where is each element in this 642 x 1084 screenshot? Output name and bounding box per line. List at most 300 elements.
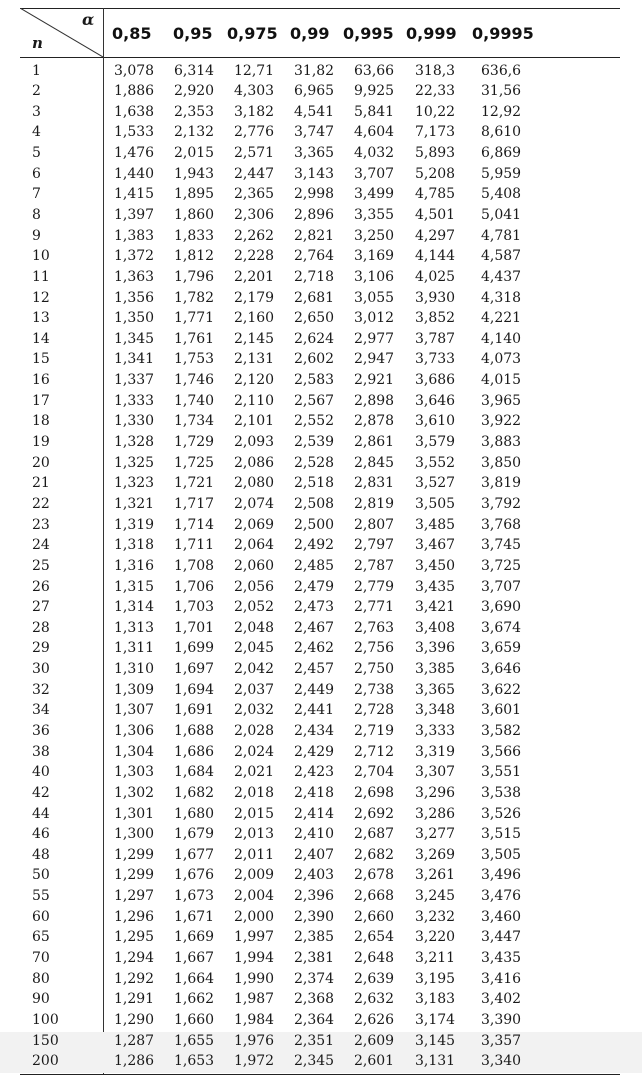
value-cell: 2,101 [234, 413, 275, 430]
table-row [0, 887, 642, 908]
value-cell: 3,725 [481, 557, 522, 574]
value-cell: 2,009 [234, 867, 275, 884]
value-cell: 1,943 [174, 165, 215, 182]
value-cell: 1,697 [174, 661, 215, 678]
value-cell: 1,363 [114, 268, 155, 285]
value-cell: 3,355 [354, 206, 395, 223]
value-cell: 2,160 [234, 310, 275, 327]
value-cell: 3,232 [415, 908, 456, 925]
value-cell: 2,418 [294, 784, 335, 801]
value-cell: 1,299 [114, 867, 155, 884]
row-n-cell: 38 [32, 743, 50, 760]
value-cell: 3,646 [481, 661, 522, 678]
value-cell: 3,078 [114, 62, 155, 79]
value-cell: 1,303 [114, 764, 155, 781]
value-cell: 2,414 [294, 805, 335, 822]
value-cell: 1,350 [114, 310, 155, 327]
table-row [0, 1011, 642, 1032]
value-cell: 3,485 [415, 516, 456, 533]
value-cell: 1,306 [114, 722, 155, 739]
value-cell: 2,064 [234, 537, 275, 554]
value-cell: 3,421 [415, 599, 456, 616]
value-cell: 3,416 [481, 970, 522, 987]
value-cell: 2,093 [234, 434, 275, 451]
value-cell: 1,677 [174, 846, 215, 863]
value-cell: 22,33 [415, 83, 456, 100]
value-cell: 3,131 [415, 1053, 456, 1070]
row-n-cell: 20 [32, 454, 50, 471]
table-row [0, 123, 642, 144]
value-cell: 2,797 [354, 537, 395, 554]
row-n-cell: 150 [32, 1032, 59, 1049]
value-cell: 1,286 [114, 1053, 155, 1070]
row-n-cell: 17 [32, 392, 50, 409]
value-cell: 2,024 [234, 743, 275, 760]
value-cell: 4,073 [481, 351, 522, 368]
value-cell: 5,893 [415, 145, 456, 162]
value-cell: 2,921 [354, 372, 395, 389]
value-cell: 2,681 [294, 289, 335, 306]
value-cell: 2,552 [294, 413, 335, 430]
row-n-cell: 9 [32, 227, 41, 244]
value-cell: 5,408 [481, 186, 522, 203]
value-cell: 1,295 [114, 929, 155, 946]
value-cell: 2,624 [294, 330, 335, 347]
value-cell: 2,687 [354, 826, 395, 843]
value-cell: 1,782 [174, 289, 215, 306]
row-n-cell: 2 [32, 83, 41, 100]
value-cell: 3,852 [415, 310, 456, 327]
value-cell: 3,182 [234, 103, 275, 120]
row-n-cell: 5 [32, 145, 41, 162]
value-cell: 2,738 [354, 681, 395, 698]
value-cell: 2,998 [294, 186, 335, 203]
value-cell: 2,179 [234, 289, 275, 306]
table-row [0, 433, 642, 454]
row-n-cell: 80 [32, 970, 50, 987]
value-cell: 1,676 [174, 867, 215, 884]
header-rule [20, 57, 620, 58]
value-cell: 4,297 [415, 227, 456, 244]
value-cell: 2,650 [294, 310, 335, 327]
value-cell: 2,013 [234, 826, 275, 843]
row-n-cell: 18 [32, 413, 50, 430]
value-cell: 3,106 [354, 268, 395, 285]
row-n-cell: 12 [32, 289, 50, 306]
value-cell: 2,609 [354, 1032, 395, 1049]
col-header: 0,999 [406, 24, 457, 43]
value-cell: 1,310 [114, 661, 155, 678]
table-row [0, 825, 642, 846]
value-cell: 1,812 [174, 248, 215, 265]
value-cell: 3,460 [481, 908, 522, 925]
value-cell: 1,997 [234, 929, 275, 946]
table-row [0, 371, 642, 392]
value-cell: 3,659 [481, 640, 522, 657]
row-n-cell: 8 [32, 206, 41, 223]
value-cell: 1,321 [114, 495, 155, 512]
value-cell: 2,712 [354, 743, 395, 760]
value-cell: 2,381 [294, 950, 335, 967]
value-cell: 1,746 [174, 372, 215, 389]
col-header: 0,85 [112, 24, 152, 43]
value-cell: 1,299 [114, 846, 155, 863]
value-cell: 3,348 [415, 702, 456, 719]
value-cell: 3,499 [354, 186, 395, 203]
value-cell: 2,045 [234, 640, 275, 657]
value-cell: 3,447 [481, 929, 522, 946]
table-row [0, 557, 642, 578]
value-cell: 1,706 [174, 578, 215, 595]
value-cell: 3,435 [415, 578, 456, 595]
value-cell: 2,668 [354, 888, 395, 905]
value-cell: 2,462 [294, 640, 335, 657]
value-cell: 1,319 [114, 516, 155, 533]
value-cell: 63,66 [354, 62, 395, 79]
table-row [0, 309, 642, 330]
value-cell: 1,694 [174, 681, 215, 698]
value-cell: 1,662 [174, 991, 215, 1008]
value-cell: 2,021 [234, 764, 275, 781]
row-n-cell: 7 [32, 186, 41, 203]
value-cell: 2,060 [234, 557, 275, 574]
value-cell: 1,987 [234, 991, 275, 1008]
value-cell: 2,601 [354, 1053, 395, 1070]
row-n-cell: 65 [32, 929, 50, 946]
value-cell: 1,356 [114, 289, 155, 306]
value-cell: 2,365 [234, 186, 275, 203]
table-row [0, 660, 642, 681]
value-cell: 1,708 [174, 557, 215, 574]
row-n-cell: 26 [32, 578, 50, 595]
value-cell: 4,015 [481, 372, 522, 389]
value-cell: 3,220 [415, 929, 456, 946]
value-cell: 3,707 [481, 578, 522, 595]
value-cell: 2,508 [294, 495, 335, 512]
value-cell: 2,602 [294, 351, 335, 368]
table-row [0, 1032, 642, 1053]
col-header: 0,975 [227, 24, 278, 43]
value-cell: 2,028 [234, 722, 275, 739]
value-cell: 2,368 [294, 991, 335, 1008]
value-cell: 1,699 [174, 640, 215, 657]
value-cell: 6,869 [481, 145, 522, 162]
value-cell: 3,930 [415, 289, 456, 306]
value-cell: 1,309 [114, 681, 155, 698]
value-cell: 1,653 [174, 1053, 215, 1070]
col-header: 0,95 [173, 24, 213, 43]
row-n-cell: 4 [32, 124, 41, 141]
value-cell: 3,965 [481, 392, 522, 409]
value-cell: 1,294 [114, 950, 155, 967]
value-cell: 2,660 [354, 908, 395, 925]
value-cell: 1,740 [174, 392, 215, 409]
bottom-rule [20, 1074, 620, 1075]
value-cell: 2,807 [354, 516, 395, 533]
value-cell: 1,341 [114, 351, 155, 368]
value-cell: 3,496 [481, 867, 522, 884]
table-row [0, 350, 642, 371]
value-cell: 2,771 [354, 599, 395, 616]
value-cell: 4,587 [481, 248, 522, 265]
value-cell: 3,296 [415, 784, 456, 801]
value-cell: 1,753 [174, 351, 215, 368]
value-cell: 2,434 [294, 722, 335, 739]
value-cell: 3,768 [481, 516, 522, 533]
table-row [0, 62, 642, 83]
value-cell: 2,351 [294, 1032, 335, 1049]
value-cell: 2,004 [234, 888, 275, 905]
table-row [0, 227, 642, 248]
value-cell: 1,440 [114, 165, 155, 182]
value-cell: 3,357 [481, 1032, 522, 1049]
value-cell: 4,785 [415, 186, 456, 203]
value-cell: 2,682 [354, 846, 395, 863]
table-row [0, 743, 642, 764]
value-cell: 1,833 [174, 227, 215, 244]
value-cell: 2,396 [294, 888, 335, 905]
value-cell: 2,479 [294, 578, 335, 595]
value-cell: 2,632 [354, 991, 395, 1008]
value-cell: 1,660 [174, 1011, 215, 1028]
value-cell: 3,269 [415, 846, 456, 863]
value-cell: 1,300 [114, 826, 155, 843]
row-n-cell: 15 [32, 351, 50, 368]
value-cell: 1,976 [234, 1032, 275, 1049]
value-cell: 2,110 [234, 392, 275, 409]
value-cell: 1,725 [174, 454, 215, 471]
value-cell: 1,313 [114, 619, 155, 636]
value-cell: 3,745 [481, 537, 522, 554]
value-cell: 3,195 [415, 970, 456, 987]
value-cell: 2,485 [294, 557, 335, 574]
row-n-cell: 6 [32, 165, 41, 182]
table-row [0, 289, 642, 310]
value-cell: 1,301 [114, 805, 155, 822]
value-cell: 3,505 [481, 846, 522, 863]
value-cell: 1,290 [114, 1011, 155, 1028]
value-cell: 2,423 [294, 764, 335, 781]
value-cell: 1,734 [174, 413, 215, 430]
value-cell: 2,052 [234, 599, 275, 616]
value-cell: 2,015 [234, 805, 275, 822]
value-cell: 3,922 [481, 413, 522, 430]
table-row [0, 103, 642, 124]
value-cell: 4,501 [415, 206, 456, 223]
value-cell: 1,383 [114, 227, 155, 244]
value-cell: 1,860 [174, 206, 215, 223]
table-row [0, 474, 642, 495]
value-cell: 2,678 [354, 867, 395, 884]
value-cell: 2,567 [294, 392, 335, 409]
value-cell: 2,492 [294, 537, 335, 554]
value-cell: 1,291 [114, 991, 155, 1008]
value-cell: 318,3 [415, 62, 456, 79]
value-cell: 10,22 [415, 103, 456, 120]
value-cell: 3,390 [481, 1011, 522, 1028]
value-cell: 1,984 [234, 1011, 275, 1028]
value-cell: 3,169 [354, 248, 395, 265]
value-cell: 2,639 [354, 970, 395, 987]
value-cell: 1,680 [174, 805, 215, 822]
value-cell: 3,250 [354, 227, 395, 244]
value-cell: 3,850 [481, 454, 522, 471]
table-row [0, 763, 642, 784]
table-row [0, 681, 642, 702]
table-row [0, 639, 642, 660]
value-cell: 1,323 [114, 475, 155, 492]
value-cell: 3,333 [415, 722, 456, 739]
value-cell: 5,208 [415, 165, 456, 182]
col-header: 0,99 [290, 24, 330, 43]
value-cell: 2,364 [294, 1011, 335, 1028]
value-cell: 3,435 [481, 950, 522, 967]
value-cell: 1,688 [174, 722, 215, 739]
row-n-cell: 34 [32, 702, 50, 719]
row-n-cell: 40 [32, 764, 50, 781]
value-cell: 2,306 [234, 206, 275, 223]
value-cell: 1,729 [174, 434, 215, 451]
value-cell: 1,397 [114, 206, 155, 223]
value-cell: 1,761 [174, 330, 215, 347]
value-cell: 1,796 [174, 268, 215, 285]
row-n-cell: 30 [32, 661, 50, 678]
table-row [0, 866, 642, 887]
value-cell: 1,330 [114, 413, 155, 430]
table-row [0, 392, 642, 413]
row-n-cell: 60 [32, 908, 50, 925]
value-cell: 636,6 [481, 62, 522, 79]
row-n-cell: 50 [32, 867, 50, 884]
value-cell: 31,56 [481, 83, 522, 100]
value-cell: 3,566 [481, 743, 522, 760]
value-cell: 1,318 [114, 537, 155, 554]
value-cell: 4,437 [481, 268, 522, 285]
value-cell: 5,041 [481, 206, 522, 223]
value-cell: 1,287 [114, 1032, 155, 1049]
value-cell: 3,526 [481, 805, 522, 822]
value-cell: 2,473 [294, 599, 335, 616]
value-cell: 2,831 [354, 475, 395, 492]
value-cell: 2,654 [354, 929, 395, 946]
value-cell: 3,601 [481, 702, 522, 719]
value-cell: 2,429 [294, 743, 335, 760]
col-header: 0,9995 [472, 24, 534, 43]
value-cell: 3,505 [415, 495, 456, 512]
row-n-cell: 16 [32, 372, 50, 389]
value-cell: 1,345 [114, 330, 155, 347]
value-cell: 2,132 [174, 124, 215, 141]
value-cell: 2,518 [294, 475, 335, 492]
value-cell: 9,925 [354, 83, 395, 100]
value-cell: 3,174 [415, 1011, 456, 1028]
value-cell: 2,056 [234, 578, 275, 595]
value-cell: 2,626 [354, 1011, 395, 1028]
value-cell: 1,667 [174, 950, 215, 967]
value-cell: 1,333 [114, 392, 155, 409]
value-cell: 3,582 [481, 722, 522, 739]
value-cell: 3,277 [415, 826, 456, 843]
value-cell: 1,721 [174, 475, 215, 492]
value-cell: 2,457 [294, 661, 335, 678]
alpha-label: α [82, 10, 95, 29]
value-cell: 31,82 [294, 62, 335, 79]
row-n-cell: 42 [32, 784, 50, 801]
value-cell: 3,515 [481, 826, 522, 843]
value-cell: 2,032 [234, 702, 275, 719]
value-cell: 2,042 [234, 661, 275, 678]
value-cell: 1,476 [114, 145, 155, 162]
value-cell: 3,527 [415, 475, 456, 492]
value-cell: 1,296 [114, 908, 155, 925]
value-cell: 1,664 [174, 970, 215, 987]
value-cell: 3,450 [415, 557, 456, 574]
value-cell: 1,684 [174, 764, 215, 781]
value-cell: 1,311 [114, 640, 155, 657]
table-row [0, 598, 642, 619]
table-row [0, 516, 642, 537]
value-cell: 2,018 [234, 784, 275, 801]
value-cell: 2,011 [234, 846, 275, 863]
value-cell: 4,318 [481, 289, 522, 306]
value-cell: 4,604 [354, 124, 395, 141]
table-row [0, 206, 642, 227]
value-cell: 2,571 [234, 145, 275, 162]
table-row [0, 412, 642, 433]
value-cell: 3,707 [354, 165, 395, 182]
value-cell: 2,528 [294, 454, 335, 471]
value-cell: 3,538 [481, 784, 522, 801]
value-cell: 1,717 [174, 495, 215, 512]
table-row [0, 701, 642, 722]
value-cell: 2,410 [294, 826, 335, 843]
value-cell: 2,500 [294, 516, 335, 533]
value-cell: 1,655 [174, 1032, 215, 1049]
value-cell: 1,307 [114, 702, 155, 719]
value-cell: 2,977 [354, 330, 395, 347]
value-cell: 2,037 [234, 681, 275, 698]
value-cell: 2,845 [354, 454, 395, 471]
value-cell: 3,819 [481, 475, 522, 492]
value-cell: 3,610 [415, 413, 456, 430]
value-cell: 12,71 [234, 62, 275, 79]
value-cell: 2,080 [234, 475, 275, 492]
value-cell: 1,673 [174, 888, 215, 905]
value-cell: 3,055 [354, 289, 395, 306]
value-cell: 2,086 [234, 454, 275, 471]
value-cell: 1,972 [234, 1053, 275, 1070]
value-cell: 2,447 [234, 165, 275, 182]
value-cell: 3,402 [481, 991, 522, 1008]
value-cell: 2,583 [294, 372, 335, 389]
row-n-cell: 55 [32, 888, 50, 905]
row-n-cell: 13 [32, 310, 50, 327]
value-cell: 3,012 [354, 310, 395, 327]
value-cell: 2,403 [294, 867, 335, 884]
table-row [0, 330, 642, 351]
row-n-cell: 24 [32, 537, 50, 554]
table-row [0, 784, 642, 805]
row-n-cell: 200 [32, 1053, 59, 1070]
table-row [0, 536, 642, 557]
value-cell: 3,792 [481, 495, 522, 512]
table-row [0, 722, 642, 743]
table-row [0, 970, 642, 991]
value-cell: 2,878 [354, 413, 395, 430]
value-cell: 8,610 [481, 124, 522, 141]
value-cell: 3,467 [415, 537, 456, 554]
row-n-cell: 70 [32, 950, 50, 967]
